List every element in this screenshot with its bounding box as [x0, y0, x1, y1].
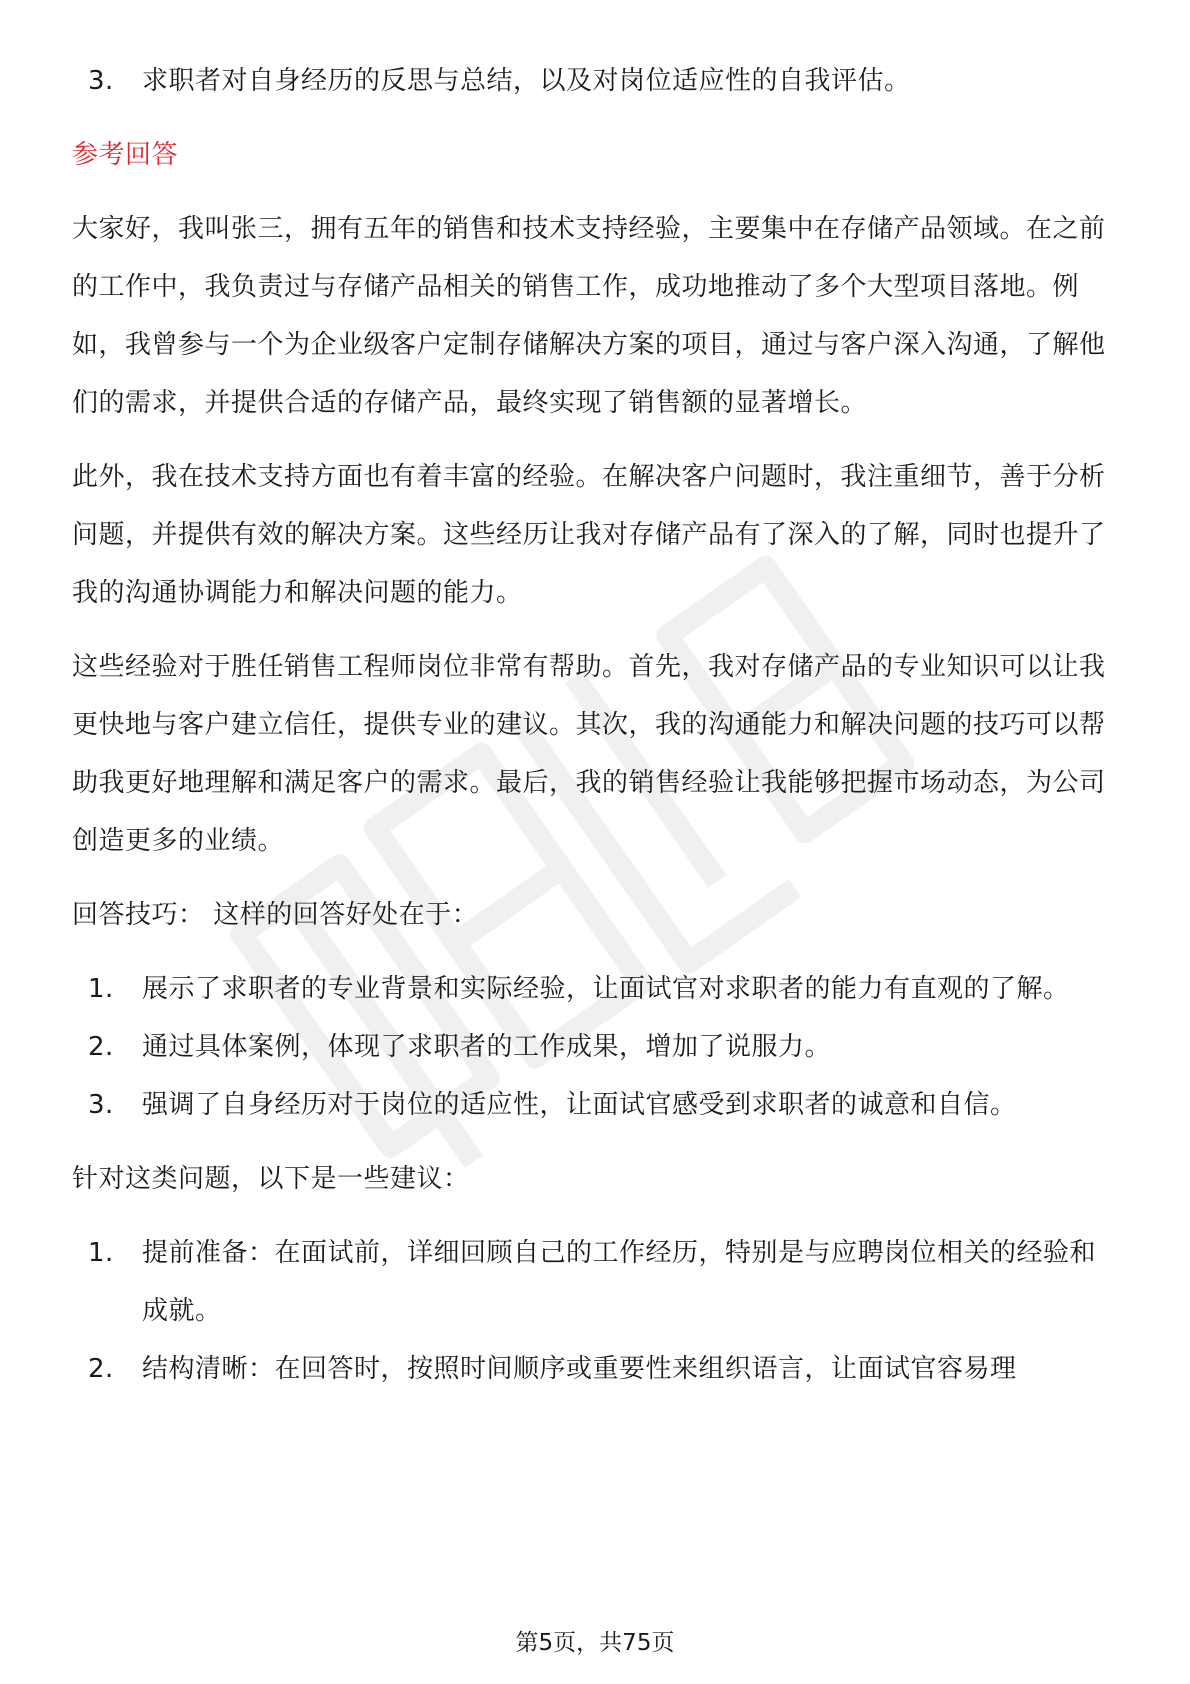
list-item: [88, 1224, 1118, 1340]
advice-intro: 针对这类问题，以下是一些建议：: [72, 1164, 470, 1194]
list-text: 强调了自身经历对于岗位的适应性，让面试官感受到求职者的诚意和自信。: [142, 1090, 1017, 1120]
list-item: [88, 1076, 1118, 1134]
page-footer: 第5页，共75页: [515, 1630, 675, 1656]
paragraph: 大家好，我叫张三，拥有五年的销售和技术支持经验，主要集中在存储产品领域。在之前的工作中，我负责过与存储产品相关的销售工作，成功地推动了多个大型项目落地。例如，我曾参与一个为企业级客户定制存储解决方案的项目，通过与客户深入沟通，了解他们的需求，并提供合适的存储产品，最终实现了销售额的显著增长。: [72, 214, 1106, 418]
list-number: 3.: [88, 1090, 114, 1120]
list-text: 提前准备：在面试前，详细回顾自己的工作经历，特别是与应聘岗位相关的经验和成就。: [142, 1238, 1097, 1326]
page-content: [72, 52, 1118, 1398]
tips-intro: 回答技巧： 这样的回答好处在于：: [72, 900, 479, 930]
paragraph: 这些经验对于胜任销售工程师岗位非常有帮助。首先，我对存储产品的专业知识可以让我更快地与客户建立信任，提供专业的建议。其次，我的沟通能力和解决问题的技巧可以帮助我更好地理解和满足客户的需求。最后，我的销售经验让我能够把握市场动态，为公司创造更多的业绩。: [72, 652, 1106, 856]
list-item: [88, 1018, 1118, 1076]
list-number: 1.: [88, 974, 114, 1004]
list-number: 1.: [88, 1238, 114, 1268]
advice-list: [72, 1224, 1118, 1398]
list-item: [88, 1340, 1118, 1398]
list-item: [88, 52, 1118, 110]
list-text: 展示了求职者的专业背景和实际经验，让面试官对求职者的能力有直观的了解。: [142, 974, 1070, 1004]
list-text: 通过具体案例，体现了求职者的工作成果，增加了说服力。: [142, 1032, 832, 1062]
tips-list: [72, 960, 1118, 1134]
section-title: 参考回答: [72, 140, 179, 170]
list-number: 2.: [88, 1032, 114, 1062]
list-item: [88, 960, 1118, 1018]
list-number: 3.: [88, 66, 114, 96]
list-text: 结构清晰：在回答时，按照时间顺序或重要性来组织语言，让面试官容易理: [142, 1354, 1017, 1384]
list-text: 求职者对自身经历的反思与总结，以及对岗位适应性的自我评估。: [142, 66, 911, 96]
list-number: 2.: [88, 1354, 114, 1384]
paragraph: 此外，我在技术支持方面也有着丰富的经验。在解决客户问题时，我注重细节，善于分析问题，并提供有效的解决方案。这些经历让我对存储产品有了深入的了解，同时也提升了我的沟通协调能力和解决问题的能力。: [72, 462, 1106, 608]
